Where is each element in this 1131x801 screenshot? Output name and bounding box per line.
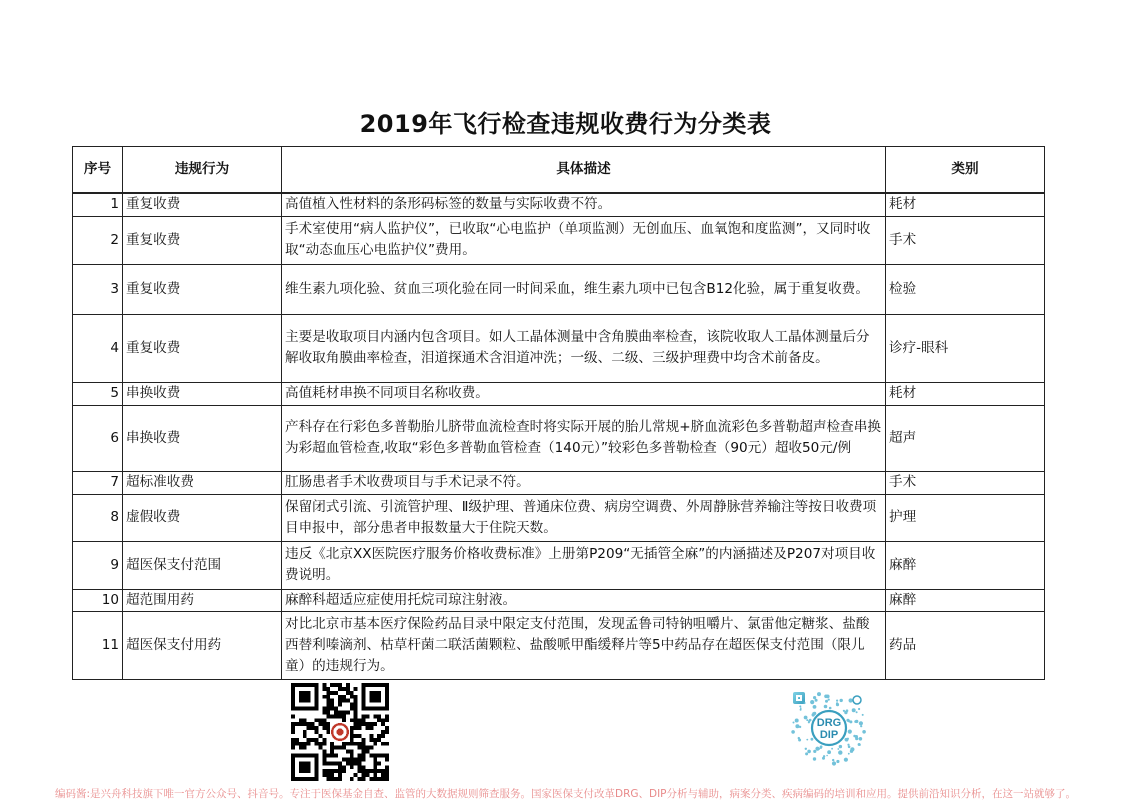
table-row bbox=[73, 264, 1045, 314]
row-description: 保留闭式引流、引流管护理、Ⅱ级护理、普通床位费、病房空调费、外周静脉营养输注等按日收费项目申报中，部分患者申报数量大于住院天数。 bbox=[282, 494, 886, 541]
footer-watermark-text: 编码酱:是兴舟科技旗下唯一官方公众号、抖音号。专注于医保基金自查、监管的大数据规则筛查服务。国家医保支付改革DRG、DIP分析与辅助，病案分类、疾病编码的培训和应用。提供前沿知识分析，在这一站就够了。 bbox=[54, 788, 1077, 800]
row-description: 维生素九项化验、贫血三项化验在同一时间采血，维生素九项中已包含B12化验，属于重复收费。 bbox=[282, 264, 886, 314]
row-number: 3 bbox=[73, 264, 123, 314]
row-description: 手术室使用“病人监护仪”，已收取“心电监护（单项监测）无创血压、血氧饱和度监测”，又同时收取“动态血压心电监护仪”费用。 bbox=[282, 216, 886, 264]
row-number: 1 bbox=[73, 193, 123, 216]
row-category: 耗材 bbox=[886, 193, 1045, 216]
row-violation: 超医保支付范围 bbox=[123, 541, 282, 589]
row-description: 麻醉科超适应症使用托烷司琼注射液。 bbox=[282, 589, 886, 611]
violations-table bbox=[72, 146, 1045, 680]
row-violation: 重复收费 bbox=[123, 193, 282, 216]
table-body bbox=[73, 193, 1045, 679]
row-violation: 重复收费 bbox=[123, 314, 282, 382]
row-description: 主要是收取项目内涵内包含项目。如人工晶体测量中含角膜曲率检查，该院收取人工晶体测量后分解收取角膜曲率检查，泪道探通术含泪道冲洗；一级、二级、三级护理费中均含术前备皮。 bbox=[282, 314, 886, 382]
table-row bbox=[73, 314, 1045, 382]
row-category: 麻醉 bbox=[886, 541, 1045, 589]
drg-dip-logo-icon bbox=[789, 688, 869, 768]
row-description: 对比北京市基本医疗保险药品目录中限定支付范围，发现孟鲁司特钠咀嚼片、氯雷他定糖浆、盐酸西替利嗪滴剂、枯草杆菌二联活菌颗粒、盐酸哌甲酯缓释片等5中药品存在超医保支付范围（限儿童）的违规行为。 bbox=[282, 611, 886, 679]
page-title: 2019年飞行检查违规收费行为分类表 bbox=[359, 110, 772, 138]
table-row bbox=[73, 382, 1045, 405]
row-description: 肛肠患者手术收费项目与手术记录不符。 bbox=[282, 471, 886, 494]
row-category: 检验 bbox=[886, 264, 1045, 314]
header-violation: 违规行为 bbox=[123, 147, 282, 194]
table-row bbox=[73, 589, 1045, 611]
row-description: 违反《北京XX医院医疗服务价格收费标准》上册第P209“无插管全麻”的内涵描述及P207对项目收费说明。 bbox=[282, 541, 886, 589]
row-number: 6 bbox=[73, 405, 123, 471]
row-violation: 重复收费 bbox=[123, 264, 282, 314]
row-number: 2 bbox=[73, 216, 123, 264]
table-row bbox=[73, 405, 1045, 471]
row-description: 高值植入性材料的条形码标签的数量与实际收费不符。 bbox=[282, 193, 886, 216]
table-row bbox=[73, 611, 1045, 679]
header-category: 类别 bbox=[886, 147, 1045, 194]
row-category: 手术 bbox=[886, 471, 1045, 494]
table-row bbox=[73, 193, 1045, 216]
row-violation: 串换收费 bbox=[123, 382, 282, 405]
table-row bbox=[73, 471, 1045, 494]
row-category: 麻醉 bbox=[886, 589, 1045, 611]
row-category: 诊疗-眼科 bbox=[886, 314, 1045, 382]
table-header bbox=[73, 147, 1045, 194]
row-violation: 串换收费 bbox=[123, 405, 282, 471]
qr-code-icon bbox=[291, 683, 389, 781]
row-category: 药品 bbox=[886, 611, 1045, 679]
row-category: 护理 bbox=[886, 494, 1045, 541]
table-row bbox=[73, 216, 1045, 264]
logo-text-dip: DIP bbox=[819, 729, 839, 741]
logo-text-drg: DRG bbox=[816, 717, 842, 729]
row-violation: 虚假收费 bbox=[123, 494, 282, 541]
table-row bbox=[73, 541, 1045, 589]
row-category: 手术 bbox=[886, 216, 1045, 264]
row-number: 7 bbox=[73, 471, 123, 494]
row-category: 超声 bbox=[886, 405, 1045, 471]
row-number: 5 bbox=[73, 382, 123, 405]
row-number: 8 bbox=[73, 494, 123, 541]
row-number: 10 bbox=[73, 589, 123, 611]
row-violation: 重复收费 bbox=[123, 216, 282, 264]
row-number: 11 bbox=[73, 611, 123, 679]
header-no: 序号 bbox=[73, 147, 123, 194]
row-description: 高值耗材串换不同项目名称收费。 bbox=[282, 382, 886, 405]
row-violation: 超标准收费 bbox=[123, 471, 282, 494]
header-description: 具体描述 bbox=[282, 147, 886, 194]
row-violation: 超医保支付用药 bbox=[123, 611, 282, 679]
table-row bbox=[73, 494, 1045, 541]
row-violation: 超范围用药 bbox=[123, 589, 282, 611]
row-number: 4 bbox=[73, 314, 123, 382]
row-description: 产科存在行彩色多普勒胎儿脐带血流检查时将实际开展的胎儿常规+脐血流彩色多普勒超声检查串换为彩超血管检查,收取“彩色多普勒血管检查（140元）”较彩色多普勒检查（90元）超收50元/例 bbox=[282, 405, 886, 471]
row-number: 9 bbox=[73, 541, 123, 589]
row-category: 耗材 bbox=[886, 382, 1045, 405]
